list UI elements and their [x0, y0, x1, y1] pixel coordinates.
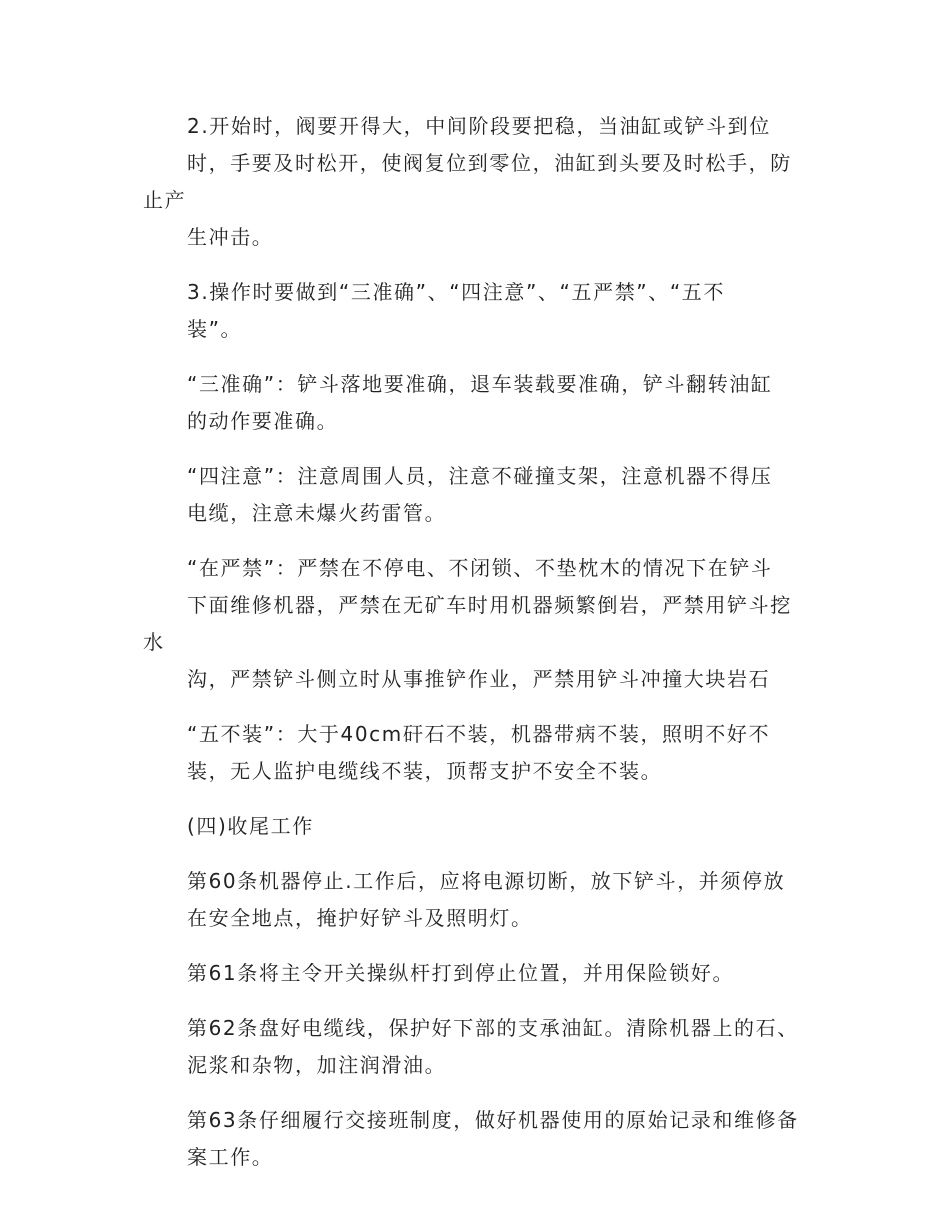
paragraph-article-62 [143, 1010, 808, 1084]
paragraph-article-63 [143, 1102, 808, 1176]
paragraph-step-3 [143, 274, 808, 348]
paragraph-three-accuracies [143, 366, 808, 440]
paragraph-step-2 [143, 108, 808, 256]
text-line: 沟，严禁铲斗侧立时从事推铲作业，严禁用铲斗冲撞大块岩石 [187, 667, 771, 691]
text-line: 生冲击。 [187, 225, 274, 249]
text-line: 的动作要准确。 [187, 409, 339, 433]
text-line: 2.开始时，阀要开得大，中间阶段要把稳，当油缸或铲斗到位 [187, 114, 771, 138]
text-line: “四注意”：注意周围人员，注意不碰撞支架，注意机器不得压 [187, 464, 773, 488]
text-line: “在严禁”：严禁在不停电、不闭锁、不垫枕木的情况下在铲斗 [187, 556, 773, 580]
text-line: “五不装”：大于40cm矸石不装，机器带病不装，照明不好不 [187, 722, 771, 746]
text-line: 第61条将主令开关操纵杆打到停止位置，并用保险锁好。 [187, 961, 735, 985]
text-line: (四)收尾工作 [187, 814, 314, 838]
text-line: 第60条机器停止.工作后，应将电源切断，放下铲斗，并须停放 [187, 869, 786, 893]
paragraph-strict-prohibitions [143, 550, 808, 698]
text-line: 下面维修机器，严禁在无矿车时用机器频繁倒岩，严禁用铲斗挖水 [143, 593, 792, 654]
text-line: “三准确”：铲斗落地要准确，退车装载要准确，铲斗翻转油缸 [187, 372, 773, 396]
text-line: 第63条仔细履行交接班制度，做好机器使用的原始记录和维修备 [187, 1108, 799, 1132]
text-line: 装，无人监护电缆线不装，顶帮支护不安全不装。 [187, 759, 663, 783]
paragraph-article-61 [143, 955, 808, 992]
text-line: 时，手要及时松开，使阀复位到零位，油缸到头要及时松手，防止产 [143, 151, 792, 212]
text-line: 在安全地点，掩护好铲斗及照明灯。 [187, 906, 533, 930]
paragraph-five-no-loads [143, 716, 808, 790]
text-line: 案工作。 [187, 1145, 274, 1169]
paragraph-four-cautions [143, 458, 808, 532]
text-line: 3.操作时要做到“三准确”、“四注意”、“五严禁”、“五不 [187, 280, 726, 304]
paragraph-article-60 [143, 863, 808, 937]
text-line: 电缆，注意未爆火药雷管。 [187, 501, 447, 525]
document-body [143, 108, 808, 1194]
section-heading-closing-work [143, 808, 808, 845]
text-line: 第62条盘好电缆线，保护好下部的支承油缸。清除机器上的石、 [187, 1016, 799, 1040]
text-line: 泥浆和杂物，加注润滑油。 [187, 1053, 447, 1077]
text-line: 装”。 [187, 317, 243, 341]
